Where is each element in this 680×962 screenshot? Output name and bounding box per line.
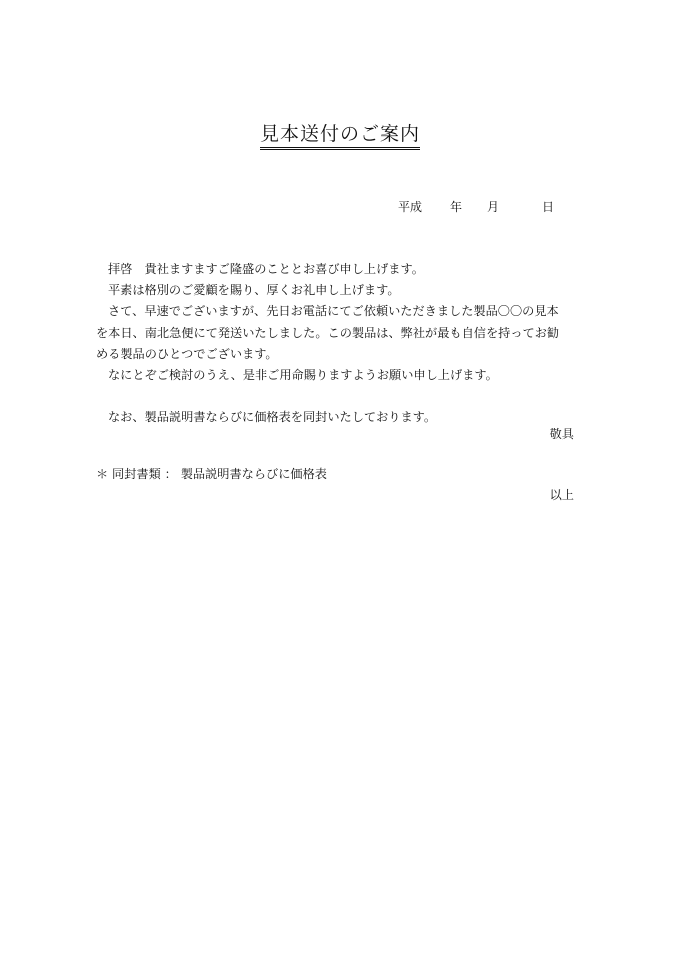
date-day: 日 xyxy=(542,200,555,214)
date-month: 月 xyxy=(487,200,500,214)
document-title xyxy=(0,120,680,148)
date-era: 平成 xyxy=(398,200,423,214)
end-mark: 以上 xyxy=(549,488,574,502)
title-text: 見本送付のご案内 xyxy=(260,123,420,150)
body-line-main-3: める製品のひとつでございます。 xyxy=(96,346,278,361)
letter-body xyxy=(96,259,586,428)
closing-phrase: 敬具 xyxy=(549,427,574,441)
body-line-thanks: 平素は格別のご愛顧を賜り、厚くお礼申し上げます。 xyxy=(108,283,400,298)
enclosure-line: ＊ 同封書類 ： 製品説明書ならびに価格表 xyxy=(96,467,327,481)
date-year: 年 xyxy=(450,200,463,214)
body-line-enclosed-note: なお、製品説明書ならびに価格表を同封いたしております。 xyxy=(108,410,437,425)
body-line-greeting: 拝啓 貴社ますますご隆盛のこととお喜び申し上げます。 xyxy=(108,262,424,276)
paragraph-gap xyxy=(96,386,586,407)
body-line-main-1: さて、早速でございますが、先日お電話にてご依頼いただきました製品〇〇の見本 xyxy=(108,304,559,319)
body-line-main-2: を本日、南北急便にて発送いたしました。この製品は、弊社が最も自信を持ってお勧 xyxy=(96,325,560,340)
body-line-request: なにとぞご検討のうえ、是非ご用命賜りますようお願い申し上げます。 xyxy=(108,368,498,383)
date-line xyxy=(398,199,554,215)
